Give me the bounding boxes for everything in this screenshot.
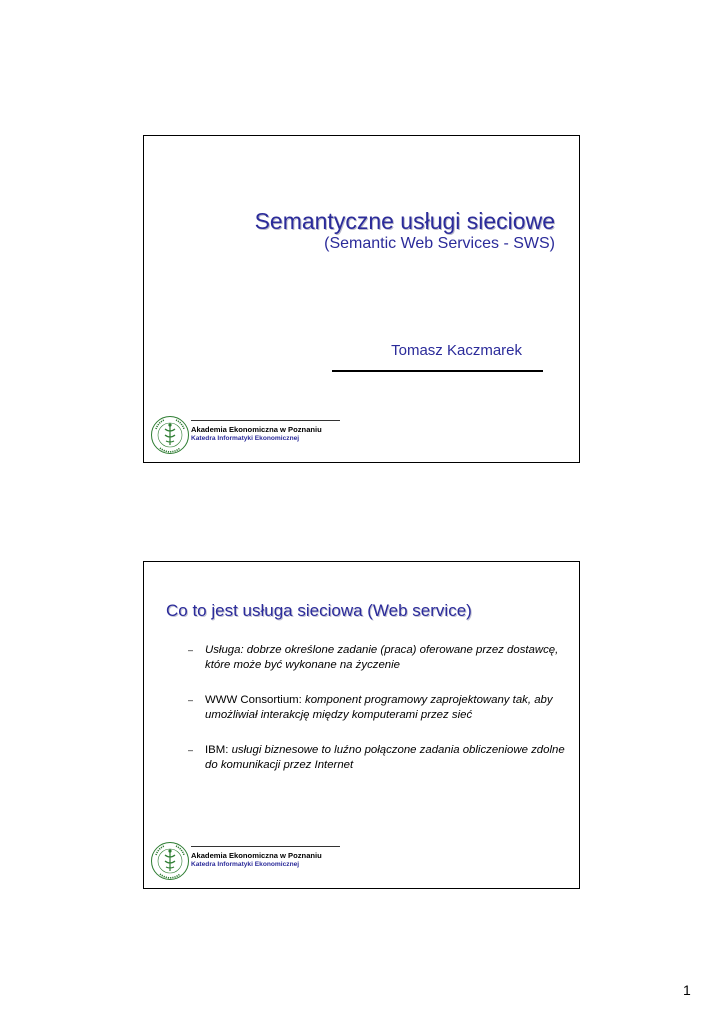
author-underline	[332, 370, 543, 372]
page-number: 1	[683, 982, 691, 998]
slide-2-footer	[144, 838, 579, 888]
footer-divider	[191, 846, 340, 847]
footer-organization: Akademia Ekonomiczna w Poznaniu	[191, 851, 322, 860]
list-item-text: Usługa: dobrze określone zadanie (praca) oferowane przez dostawcę, które może być wykonane na życzenie	[205, 644, 559, 671]
university-seal-icon	[150, 415, 190, 455]
slide-1	[143, 135, 580, 463]
list-item	[188, 743, 568, 773]
list-item-text: komponent programowy zaprojektowany tak, aby umożliwiał interakcję między komputerami przez sieć	[205, 694, 553, 721]
slide-1-author: Tomasz Kaczmarek	[391, 342, 522, 359]
university-seal-icon	[150, 841, 190, 881]
list-item-prefix: IBM:	[205, 744, 232, 756]
slide-2-title: Co to jest usługa sieciowa (Web service)	[166, 601, 472, 620]
footer-department: Katedra Informatyki Ekonomicznej	[191, 435, 300, 442]
slide-1-footer	[144, 412, 579, 462]
footer-organization: Akademia Ekonomiczna w Poznaniu	[191, 425, 322, 434]
list-item	[188, 643, 568, 673]
bullet-list	[188, 643, 568, 793]
footer-department: Katedra Informatyki Ekonomicznej	[191, 861, 300, 868]
bullet-dash: –	[188, 645, 194, 655]
slide-1-title: Semantyczne usługi sieciowe	[254, 208, 555, 234]
list-item-text: usługi biznesowe to luźno połączone zadania obliczeniowe zdolne do komunikacji przez Internet	[205, 744, 565, 771]
slide-2	[143, 561, 580, 889]
bullet-dash: –	[188, 745, 194, 755]
bullet-dash: –	[188, 695, 194, 705]
slide-1-subtitle: (Semantic Web Services - SWS)	[324, 235, 555, 252]
list-item	[188, 693, 568, 723]
list-item-prefix: WWW Consortium:	[205, 694, 305, 706]
footer-divider	[191, 420, 340, 421]
